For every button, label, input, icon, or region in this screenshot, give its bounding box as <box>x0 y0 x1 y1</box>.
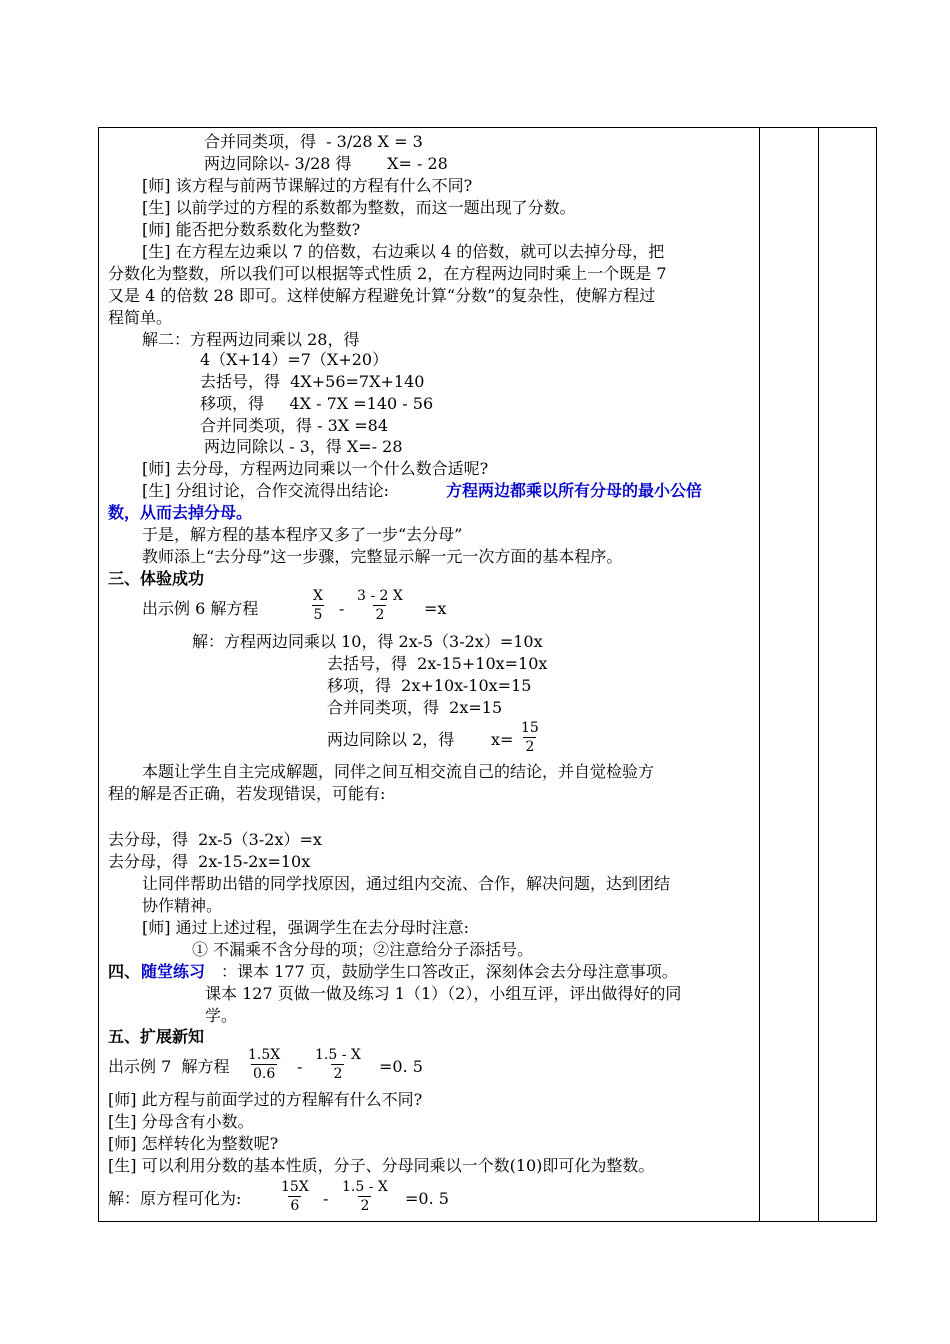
text-line: [生] 分母含有小数。 <box>108 1112 254 1131</box>
text-line: 解二：方程两边同乘以 28，得 <box>142 330 360 349</box>
numerator: 1.5 - X <box>315 1047 361 1063</box>
denominator: 0.6 <box>252 1066 276 1082</box>
denominator: 2 <box>360 1198 370 1214</box>
section-heading: 三、体验成功 <box>108 569 205 588</box>
text-line: 分数化为整数，所以我们可以根据等式性质 2，在方程两边同时乘上一个既是 7 <box>108 264 667 283</box>
text-line: 出示例 7 解方程 <box>108 1057 230 1076</box>
section-heading: 五、扩展新知 <box>108 1027 205 1046</box>
denominator: 2 <box>375 607 385 623</box>
text-line: 合并同类项，得 - 3X =84 <box>200 416 389 435</box>
text-line: [生] 在方程左边乘以 7 的倍数，右边乘以 4 的倍数，就可以去掉分母，把 <box>142 242 665 261</box>
text-line: 去括号，得 2x-15+10x=10x <box>327 654 548 673</box>
text-line: 两边同除以 - 3，得 X=- 28 <box>204 437 403 456</box>
text-line: 学。 <box>205 1006 238 1025</box>
fraction <box>355 587 405 624</box>
equation-rhs: =0. 5 <box>405 1189 449 1208</box>
fraction <box>246 1046 282 1083</box>
text-line: 程简单。 <box>108 308 173 327</box>
minus-sign: - <box>339 599 345 618</box>
text-line: [师] 去分母，方程两边同乘以一个什么数合适呢? <box>142 459 489 478</box>
text-line: 移项，得 2x+10x-10x=15 <box>327 676 532 695</box>
fraction <box>519 719 541 756</box>
text-line: 出示例 6 解方程 <box>142 599 259 618</box>
text-line: [生] 以前学过的方程的系数都为整数，而这一题出现了分数。 <box>142 198 576 217</box>
lesson-content <box>99 128 759 1221</box>
text-line: 让同伴帮助出错的同学找原因，通过组内交流、合作，解决问题，达到团结 <box>142 874 671 893</box>
numerator: 15 <box>521 720 539 736</box>
fraction <box>313 1046 363 1083</box>
denominator: 2 <box>333 1066 343 1082</box>
text-line: [生] 可以利用分数的基本性质，分子、分母同乘以一个数(10)即可化为整数。 <box>108 1156 655 1175</box>
equation-rhs: =x <box>424 599 447 618</box>
denominator: 5 <box>313 607 323 623</box>
numerator: 1.5 - X <box>342 1179 388 1195</box>
numerator: 1.5X <box>248 1047 281 1063</box>
highlighted-conclusion: 方程两边都乘以所有分母的最小公倍 <box>446 481 703 500</box>
column-divider <box>759 128 760 1221</box>
text-line: 移项，得 4X - 7X =140 - 56 <box>200 394 434 413</box>
text-line: [生] 分组讨论，合作交流得出结论: <box>142 481 389 500</box>
text-line: [师] 该方程与前两节课解过的方程有什么不同? <box>142 176 473 195</box>
numerator: X <box>313 588 323 604</box>
numerator: 3 - 2 X <box>357 588 403 604</box>
text-line: [师] 能否把分数系数化为整数? <box>142 220 361 239</box>
column-divider <box>818 128 819 1221</box>
highlighted-conclusion: 数，从而去掉分母。 <box>108 503 253 522</box>
text-line: 于是，解方程的基本程序又多了一步“去分母” <box>142 525 463 544</box>
lesson-table <box>98 127 877 1222</box>
fraction <box>311 587 325 624</box>
text-line: [师] 此方程与前面学过的方程解有什么不同? <box>108 1090 423 1109</box>
minus-sign: - <box>323 1189 329 1208</box>
text-line: 解：原方程可化为: <box>108 1189 242 1208</box>
text-line: 程的解是否正确，若发现错误，可能有: <box>108 784 386 803</box>
text-line: 教师添上“去分母”这一步骤，完整显示解一元一次方面的基本程序。 <box>142 547 623 566</box>
text-line: ① 不漏乘不含分母的项；②注意给分子添括号。 <box>192 940 534 959</box>
equation-lhs: x= <box>491 730 514 749</box>
numerator: 15X <box>281 1179 309 1195</box>
denominator: 6 <box>290 1198 300 1214</box>
denominator: 2 <box>525 739 535 755</box>
section-heading: 四、 <box>108 962 141 981</box>
text-line: ：课本 177 页，鼓励学生口答改正，深刻体会去分母注意事项。 <box>221 962 678 981</box>
text-line: 4（X+14）=7（X+20） <box>200 350 389 369</box>
text-line: 协作精神。 <box>142 896 223 915</box>
text-line: [师] 怎样转化为整数呢? <box>108 1134 279 1153</box>
equation-rhs: =0. 5 <box>379 1057 423 1076</box>
text-line: 本题让学生自主完成解题，同伴之间互相交流自己的结论，并自觉检验方 <box>142 762 655 781</box>
section-heading-highlight: 随堂练习 <box>141 962 206 981</box>
text-line: 又是 4 的倍数 28 即可。这样使解方程避免计算“分数”的复杂性，使解方程过 <box>108 286 656 305</box>
text-line: 解：方程两边同乘以 10，得 2x-5（3-2x）=10x <box>192 632 543 651</box>
text-line: 去分母，得 2x-5（3-2x）=x <box>108 830 322 849</box>
fraction <box>340 1178 390 1215</box>
text-line: 两边同除以- 3/28 得 X= - 28 <box>204 154 448 173</box>
minus-sign: - <box>297 1057 303 1076</box>
text-line: 合并同类项，得 - 3/28 X = 3 <box>204 132 423 151</box>
text-line: 去分母，得 2x-15-2x=10x <box>108 852 311 871</box>
text-line: 课本 127 页做一做及练习 1（1）（2），小组互评，评出做得好的同 <box>205 984 682 1003</box>
text-line: 两边同除以 2，得 <box>327 730 455 749</box>
text-line: [师] 通过上述过程，强调学生在去分母时注意: <box>142 918 469 937</box>
text-line: 去括号，得 4X+56=7X+140 <box>200 372 425 391</box>
text-line: 合并同类项，得 2x=15 <box>327 698 503 717</box>
fraction <box>279 1178 311 1215</box>
